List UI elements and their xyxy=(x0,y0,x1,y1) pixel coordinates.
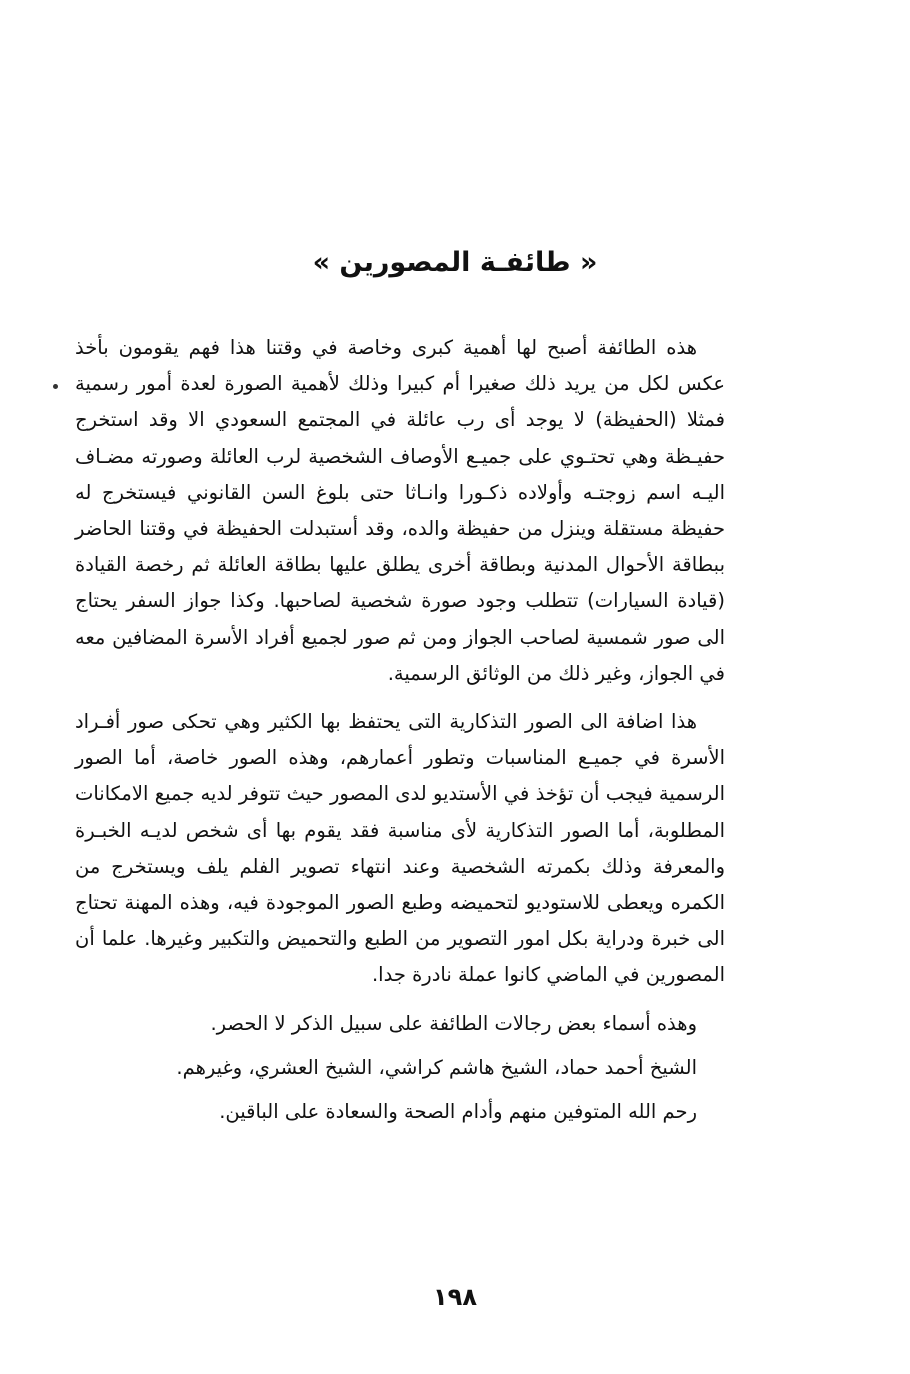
closing-prayer-line: رحم الله المتوفين منهم وأدام الصحة والسعادة على الباقين. xyxy=(219,1100,697,1124)
names-list-line: الشيخ أحمد حماد، الشيخ هاشم كراشي، الشيخ العشري، وغيرهم. xyxy=(176,1055,697,1079)
page-title: « طائفـة المصورين » xyxy=(312,247,598,278)
page-body xyxy=(75,330,725,1130)
names-intro-line: وهذه أسماء بعض رجالات الطائفة على سبيل الذكر لا الحصر. xyxy=(210,1011,697,1035)
page-number: ١٩٨ xyxy=(433,1283,477,1311)
margin-dot xyxy=(53,384,58,389)
paragraph-1: هذه الطائفة أصبح لها أهمية كبرى وخاصة في وقتنا هذا فهم يقومون بأخذ عكس لكل من يريد ذلك صغيرا أم كبيرا وذلك لأهمية الصورة لعدة أمور رسمية فمثلا (الحفيظة) لا يوجد أى رب عائلة في المجتمع السعودي الا وقد استخرج حفيـظة وهي تحتـوي على جميـع الأوصاف الشخصية لرب العائلة وصورته مضـاف اليـه اسم زوجتـه وأولاده ذكـورا وانـاثا حتى بلوغ السن القانوني فيستخرج له حفيظة مستقلة وينزل من حفيظة والده، وقد أستبدلت الحفيظة في وقتنا الحاضر ببطاقة الأحوال المدنية وبطاقة أخرى يطلق عليها بطاقة العائلة ثم رخصة القيادة (قيادة السيارات) تتطلب وجود صورة شخصية لصاحبها. وكذا جواز السفر يحتاج الى صور شمسية لصاحب الجواز ومن ثم صور لجميع أفراد الأسرة المضافين معه في الجواز، وغير ذلك من الوثائق الرسمية. xyxy=(75,336,725,685)
paragraph-2: هذا اضافة الى الصور التذكارية التى يحتفظ بها الكثير وهي تحكى صور أفـراد الأسرة في جميـع المناسبات وتطور أعمارهم، وهذه الصور خاصة، أما الصور الرسمية فيجب أن تؤخذ في الأستديو لدى المصور حيث تتوفر لديه جميع الامكانات المطلوبة، أما الصور التذكارية لأى مناسبة فقد يقوم بها أى شخص لديـه الخبـرة والمعرفة وذلك بكمرته الشخصية وعند انتهاء تصوير الفلم يلف ويستخرج من الكمره ويعطى للاستوديو لتحميضه وطبع الصور الموجودة فيه، وهذه المهنة تحتاج الى خبرة ودراية بكل امور التصوير من الطبع والتحميض والتكبير وغيرها. علما أن المصورين في الماضي كانوا عملة نادرة جدا. xyxy=(75,710,725,987)
